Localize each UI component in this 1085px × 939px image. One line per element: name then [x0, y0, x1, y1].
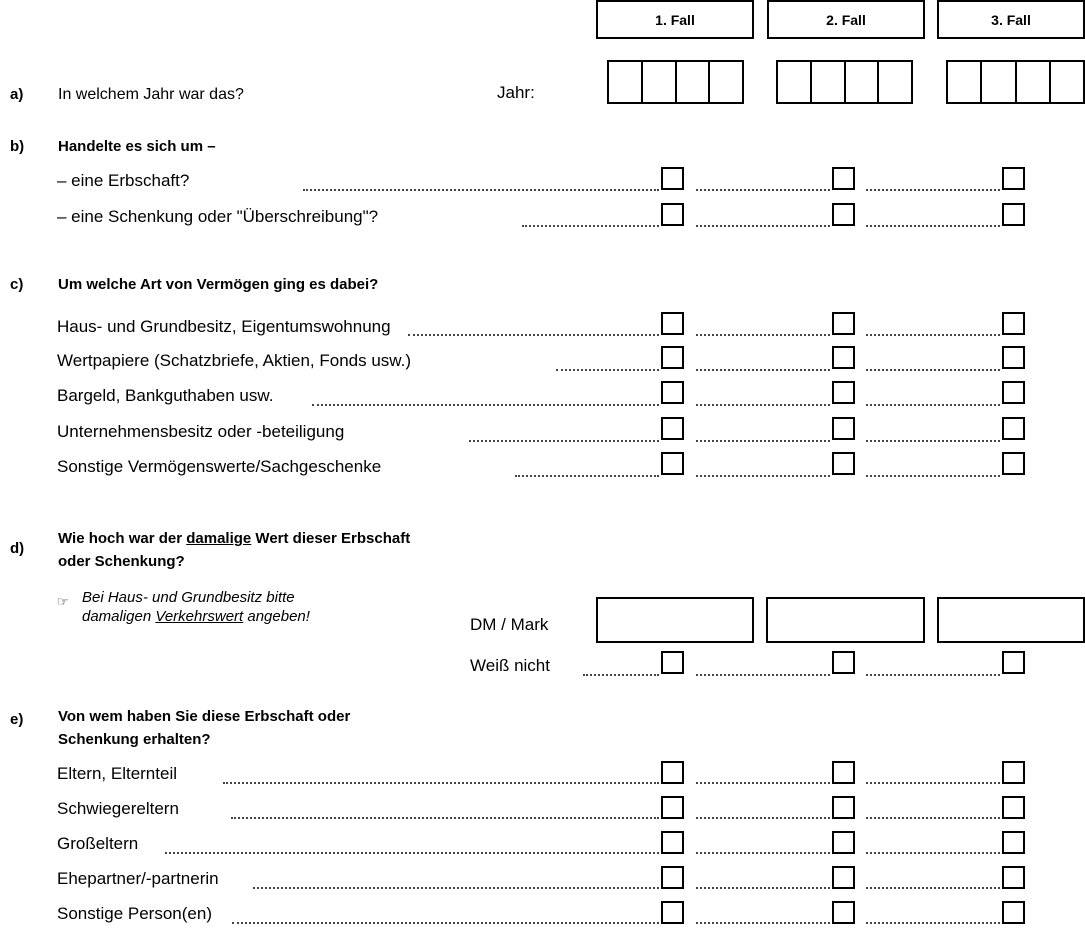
checkbox-sonstige-person-case-1[interactable] — [661, 901, 684, 924]
checkbox-weiss-nicht-case-1[interactable] — [661, 651, 684, 674]
dot-leader — [696, 887, 830, 889]
checkbox-eltern-case-1[interactable] — [661, 761, 684, 784]
question-b-text: Handelte es sich um – — [58, 138, 216, 155]
hint-line-1: Bei Haus- und Grundbesitz bitte — [82, 589, 295, 606]
dot-leader — [866, 817, 1000, 819]
checkbox-schwiegereltern-case-1[interactable] — [661, 796, 684, 819]
question-e-text-line2: Schenkung erhalten? — [58, 731, 211, 748]
dot-leader — [696, 817, 830, 819]
dot-leader — [866, 440, 1000, 442]
dot-leader — [696, 852, 830, 854]
dot-leader — [866, 225, 1000, 227]
dot-leader — [696, 225, 830, 227]
dot-leader — [223, 782, 659, 784]
checkbox-hausbesitz-case-1[interactable] — [661, 312, 684, 335]
dot-leader — [866, 189, 1000, 191]
dot-leader — [469, 440, 659, 442]
dot-leader — [696, 674, 830, 676]
dot-leader — [696, 475, 830, 477]
option-bargeld: Bargeld, Bankguthaben usw. — [57, 386, 274, 405]
checkbox-bargeld-case-3[interactable] — [1002, 381, 1025, 404]
checkbox-erbschaft-case-3[interactable] — [1002, 167, 1025, 190]
dot-leader — [232, 922, 659, 924]
question-a-letter: a) — [10, 86, 24, 103]
dot-leader — [522, 225, 659, 227]
dot-leader — [866, 852, 1000, 854]
value-input-case-2[interactable] — [766, 597, 925, 643]
dot-leader — [866, 674, 1000, 676]
year-input-case-1[interactable] — [607, 60, 744, 104]
dot-leader — [556, 369, 659, 371]
dot-leader — [696, 334, 830, 336]
checkbox-grosseltern-case-2[interactable] — [832, 831, 855, 854]
dot-leader — [515, 475, 659, 477]
question-e-letter: e) — [10, 711, 24, 728]
option-grosseltern: Großeltern — [57, 834, 139, 853]
question-c-letter: c) — [10, 276, 24, 293]
currency-label: DM / Mark — [470, 615, 549, 634]
checkbox-ehepartner-case-3[interactable] — [1002, 866, 1025, 889]
case-2-header: 2. Fall — [767, 0, 925, 39]
checkbox-schwiegereltern-case-2[interactable] — [832, 796, 855, 819]
dot-leader — [696, 404, 830, 406]
option-unternehmensbesitz: Unternehmensbesitz oder -beteiligung — [57, 422, 345, 441]
checkbox-eltern-case-3[interactable] — [1002, 761, 1025, 784]
checkbox-sonstige-person-case-2[interactable] — [832, 901, 855, 924]
dot-leader — [866, 922, 1000, 924]
checkbox-sonstige-werte-case-3[interactable] — [1002, 452, 1025, 475]
dot-leader — [866, 404, 1000, 406]
year-input-case-2[interactable] — [776, 60, 913, 104]
dot-leader — [303, 189, 659, 191]
option-hausbesitz: Haus- und Grundbesitz, Eigentumswohnung — [57, 317, 391, 336]
option-sonstige-werte: Sonstige Vermögenswerte/Sachgeschenke — [57, 457, 382, 476]
question-d-letter: d) — [10, 540, 25, 557]
checkbox-wertpapiere-case-2[interactable] — [832, 346, 855, 369]
checkbox-sonstige-person-case-3[interactable] — [1002, 901, 1025, 924]
question-b-letter: b) — [10, 138, 25, 155]
value-input-case-1[interactable] — [596, 597, 754, 643]
dot-leader — [866, 334, 1000, 336]
checkbox-unternehmensbesitz-case-1[interactable] — [661, 417, 684, 440]
dot-leader — [231, 817, 659, 819]
dot-leader — [408, 334, 659, 336]
checkbox-wertpapiere-case-1[interactable] — [661, 346, 684, 369]
year-input-case-3[interactable] — [946, 60, 1085, 104]
value-input-case-3[interactable] — [937, 597, 1085, 643]
hand-pointer-icon: ☞ — [57, 594, 69, 609]
checkbox-hausbesitz-case-2[interactable] — [832, 312, 855, 335]
checkbox-bargeld-case-1[interactable] — [661, 381, 684, 404]
dot-leader — [165, 852, 659, 854]
checkbox-schenkung-case-3[interactable] — [1002, 203, 1025, 226]
dot-leader — [696, 782, 830, 784]
unknown-label: Weiß nicht — [470, 656, 550, 675]
checkbox-wertpapiere-case-3[interactable] — [1002, 346, 1025, 369]
checkbox-bargeld-case-2[interactable] — [832, 381, 855, 404]
dot-leader — [696, 922, 830, 924]
checkbox-sonstige-werte-case-2[interactable] — [832, 452, 855, 475]
checkbox-ehepartner-case-1[interactable] — [661, 866, 684, 889]
option-eltern: Eltern, Elternteil — [57, 764, 177, 783]
dot-leader — [696, 189, 830, 191]
question-d-text: Wie hoch war der damalige Wert dieser Erbschaft — [58, 530, 411, 547]
option-wertpapiere: Wertpapiere (Schatzbriefe, Aktien, Fonds usw.) — [57, 351, 412, 370]
checkbox-erbschaft-case-2[interactable] — [832, 167, 855, 190]
checkbox-grosseltern-case-3[interactable] — [1002, 831, 1025, 854]
dot-leader — [866, 887, 1000, 889]
checkbox-erbschaft-case-1[interactable] — [661, 167, 684, 190]
question-a-text: In welchem Jahr war das? — [58, 86, 244, 103]
option-schenkung: – eine Schenkung oder "Überschreibung"? — [57, 207, 379, 226]
option-ehepartner: Ehepartner/-partnerin — [57, 869, 219, 888]
dot-leader — [312, 404, 659, 406]
dot-leader — [866, 475, 1000, 477]
question-c-text: Um welche Art von Vermögen ging es dabei? — [58, 276, 379, 293]
dot-leader — [696, 440, 830, 442]
dot-leader — [866, 782, 1000, 784]
option-erbschaft: – eine Erbschaft? — [57, 171, 190, 190]
question-d-text-line2: oder Schenkung? — [58, 553, 185, 570]
checkbox-eltern-case-2[interactable] — [832, 761, 855, 784]
option-schwiegereltern: Schwiegereltern — [57, 799, 179, 818]
checkbox-grosseltern-case-1[interactable] — [661, 831, 684, 854]
checkbox-weiss-nicht-case-3[interactable] — [1002, 651, 1025, 674]
checkbox-unternehmensbesitz-case-2[interactable] — [832, 417, 855, 440]
dot-leader — [253, 887, 659, 889]
checkbox-weiss-nicht-case-2[interactable] — [832, 651, 855, 674]
checkbox-unternehmensbesitz-case-3[interactable] — [1002, 417, 1025, 440]
dot-leader — [583, 674, 659, 676]
checkbox-schenkung-case-2[interactable] — [832, 203, 855, 226]
year-label: Jahr: — [497, 83, 535, 102]
checkbox-schwiegereltern-case-3[interactable] — [1002, 796, 1025, 819]
option-sonstige-person: Sonstige Person(en) — [57, 904, 212, 923]
dot-leader — [696, 369, 830, 371]
case-3-header: 3. Fall — [937, 0, 1085, 39]
question-e-text: Von wem haben Sie diese Erbschaft oder — [58, 708, 351, 725]
checkbox-sonstige-werte-case-1[interactable] — [661, 452, 684, 475]
dot-leader — [866, 369, 1000, 371]
case-1-header: 1. Fall — [596, 0, 754, 39]
checkbox-schenkung-case-1[interactable] — [661, 203, 684, 226]
hint-line-2: damaligen Verkehrswert angeben! — [82, 608, 310, 625]
checkbox-ehepartner-case-2[interactable] — [832, 866, 855, 889]
checkbox-hausbesitz-case-3[interactable] — [1002, 312, 1025, 335]
